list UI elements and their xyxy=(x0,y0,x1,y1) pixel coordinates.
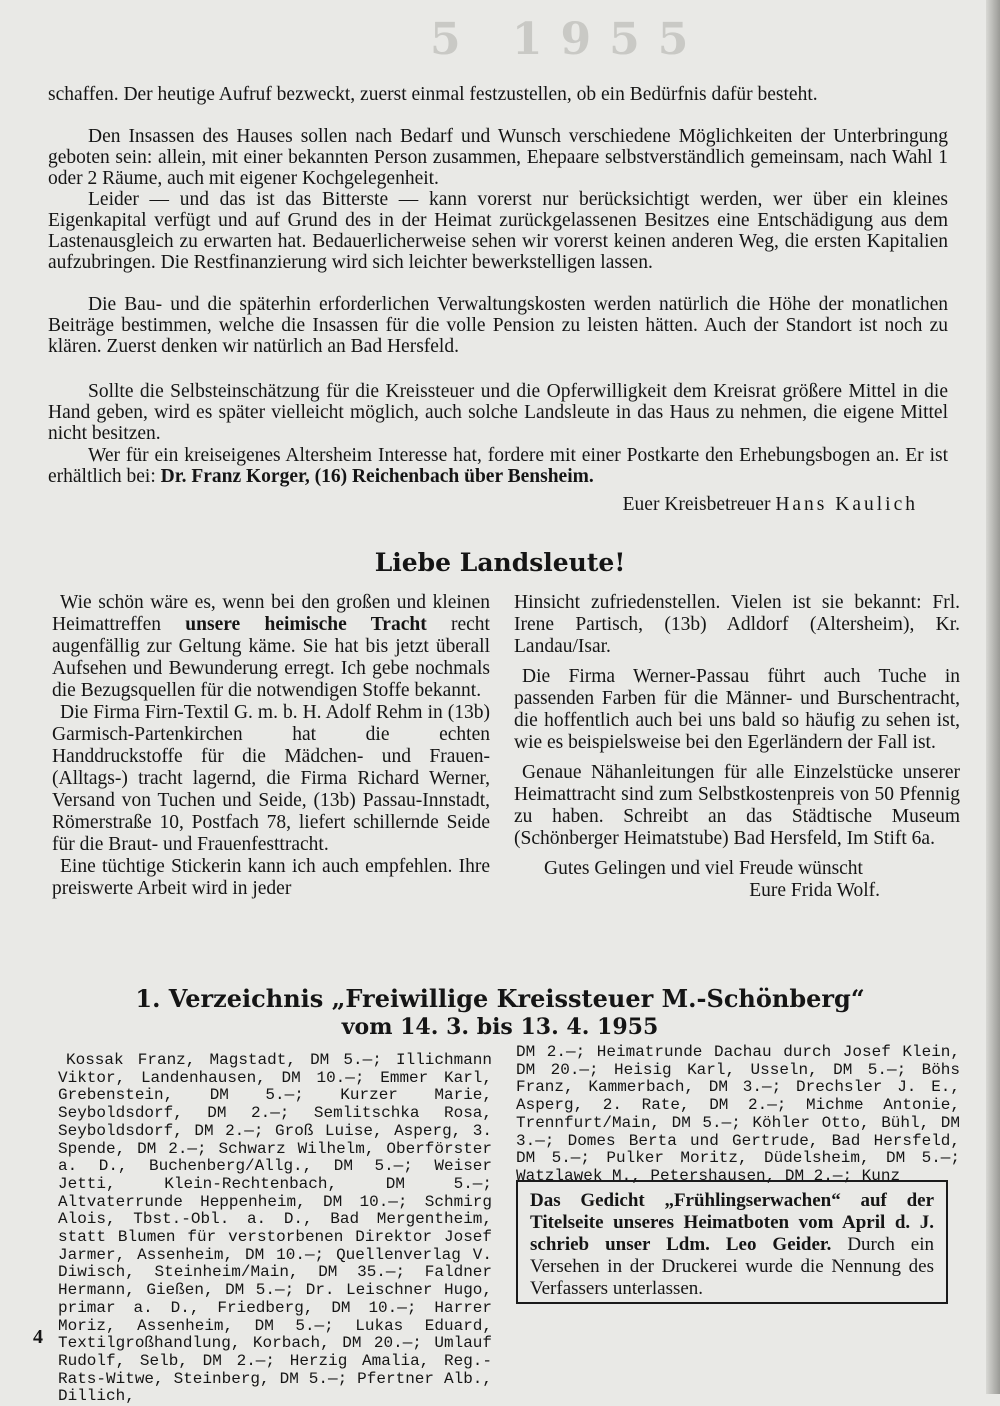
notice-box xyxy=(516,1180,948,1304)
landsleute-left-paragraph-3: Eine tüchtige Stickerin kann ich auch empfehlen. Ihre preiswerte Arbeit wird in jeder xyxy=(52,856,490,899)
signature-name: Hans Kaulich xyxy=(775,494,918,515)
landsleute-left-paragraph-2: Die Firma Firn-Textil G. m. b. H. Adolf Rehm in (13b) Garmisch-Partenkirchen hat die echten Handdruckstoffe für die Mädchen- und Frauen- (Alltags-) tracht lagernd, die Firma Richard Werner, Versand von Tuchen und Seide, (13b) Passau-Innstadt, Römerstraße 10, Postfach 78, liefert schillernde Seide für die Braut- und Frauenfesttracht. xyxy=(52,702,490,855)
landsleute-right-paragraph-1: Hinsicht zufriedenstellen. Vielen ist sie bekannt: Frl. Irene Partisch, (13b) Adldorf (Altersheim), Kr. Landau/Isar. xyxy=(514,592,960,657)
section-title-verzeichnis: 1. Verzeichnis „Freiwillige Kreissteuer M.-Schönberg“ xyxy=(135,984,865,1013)
left-p1-start: Wie schön wäre es, wenn bei den großen und kleinen Heimattreffen xyxy=(52,592,490,635)
donor-list-right: DM 2.—; Heimatrunde Dachau durch Josef Klein, DM 20.—; Heisig Karl, Usseln, DM 5.—; Böhs Franz, Kammerbach, DM 3.—; Drechsler J. E., Asperg, 2. Rate, DM 2.—; Michme Antonie, Trennfurt/Main, DM 5.—; Köhler Otto, Bühl, DM 3.—; Domes Berta und Gertrude, Bad Hersfeld, DM 5.—; Pulker Moritz, Düdelsheim, DM 5.—; Watzlawek M., Petershausen, DM 2.—; Kunz xyxy=(516,1043,960,1185)
bleed-through-watermark: 5 1955 xyxy=(430,14,707,65)
landsleute-right-paragraph-4: Gutes Gelingen und viel Freude wünscht xyxy=(544,858,863,879)
landsleute-left-column xyxy=(52,592,490,900)
intro-paragraph-6-text: Wer für ein kreiseigenes Altersheim Interesse hat, fordere mit einer Postkarte den Erhebungsbogen an. Er ist erhältlich bei: xyxy=(48,445,948,487)
landsleute-right-paragraph-2: Die Firma Werner-Passau führt auch Tuche in passenden Farben für die Männer- und Burschentracht, die hoffentlich auch bei uns bald so häufig zu sehen ist, wie es beispielsweise bei den Egerländern der Fall ist. xyxy=(514,666,960,753)
intro-paragraph-1: schaffen. Der heutige Aufruf bezweckt, zuerst einmal festzustellen, ob ein Bedürfnis dafür besteht. xyxy=(48,84,818,105)
left-p1-bold: unsere heimische Tracht xyxy=(185,614,427,635)
signature-prefix: Euer Kreisbetreuer xyxy=(622,494,776,515)
landsleute-right-column xyxy=(514,592,960,902)
intro-paragraph-5: Sollte die Selbsteinschätzung für die Kreissteuer und die Opferwilligkeit dem Kreisrat größere Mittel in die Hand geben, wird es später vielleicht möglich, auch solche Landsleute in das Haus zu nehmen, die eigene Mittel nicht besitzen. xyxy=(48,381,948,444)
page-number: 4 xyxy=(33,1326,43,1348)
intro-paragraph-3: Leider — und das ist das Bitterste — kann vorerst nur berücksichtigt werden, wer über ein kleines Eigenkapital verfügt und auf Grund des in der Heimat zurückgelassenen Besitzes eine Entschädigung aus dem Lastenausgleich zu erwarten hat. Bedauerlicherweise sehen wir vorerst keinen anderen Weg, die ersten Kapitalien aufzubringen. Die Restfinanzierung wird sich leichter bewerkstelligen lassen. xyxy=(48,189,948,273)
section-title-liebe-landsleute: Liebe Landsleute! xyxy=(374,548,626,577)
intro-signature xyxy=(48,494,918,515)
contact-address: Dr. Franz Korger, (16) Reichenbach über Bensheim. xyxy=(160,466,594,487)
notice-box-bold: Das Gedicht „Frühlingserwachen“ auf der Titelseite unseres Heimatboten vom April d. J. schrieb unser Ldm. Leo Geider. xyxy=(530,1190,934,1255)
landsleute-left-paragraph-1 xyxy=(52,592,490,702)
landsleute-right-paragraph-3: Genaue Nähanleitungen für alle Einzelstücke unserer Heimattracht sind zum Selbstkostenpreis von 50 Pfennig zu haben. Schreibt an das Städtische Museum (Schönberger Heimatstube) Bad Hersfeld, Im Stift 6a. xyxy=(514,762,960,849)
landsleute-signature: Eure Frida Wolf. xyxy=(749,880,880,901)
left-p1-end: recht augenfällig zur Geltung käme. Sie hat bis jetzt überall Aufsehen und Bewunderung erregt. Ich gebe nochmals die Bezugsquellen für die notwendigen Stoffe bekannt. xyxy=(52,614,490,701)
intro-paragraph-4: Die Bau- und die späterhin erforderlichen Verwaltungskosten werden natürlich die Höhe der monatlichen Beiträge bestimmen, welche die Insassen für die volle Pension zu leisten hätten. Auch der Standort ist noch zu klären. Zuerst denken wir natürlich an Bad Hersfeld. xyxy=(48,294,948,357)
donor-list-left: Kossak Franz, Magstadt, DM 5.—; Illichmann Viktor, Landenhausen, DM 10.—; Emmer Karl, Grebenstein, DM 5.—; Kurzer Marie, Seyboldsdorf, DM 2.—; Semlitschka Rosa, Seyboldsdorf, DM 2.—; Groß Luise, Asperg, 3. Spende, DM 2.—; Schwarz Wilhelm, Oberförster a. D., Buchenberg/Allg., DM 5.—; Weiser Jetti, Klein-Rechtenbach, DM 5.—; Altvaterrunde Heppenheim, DM 10.—; Schmirg Alois, Tbst.-Obl. a. D., Bad Mergentheim, statt Blumen für verstorbenen Direktor Josef Jarmer, Assenheim, DM 10.—; Quellenverlag V. Diwisch, Steinheim/Main, DM 35.—; Faldner Hermann, Gießen, DM 5.—; Dr. Leischner Hugo, primar a. D., Friedberg, DM 10.—; Harrer Moriz, Assenheim, DM 5.—; Lukas Eduard, Textilgroßhandlung, Korbach, DM 20.—; Umlauf Rudolf, Selb, DM 2.—; Herzig Amalia, Reg.-Rats-Witwe, Steinberg, DM 5.—; Pfertner Alb., Dillich, xyxy=(58,1051,492,1406)
section-subtitle-dates: vom 14. 3. bis 13. 4. 1955 xyxy=(341,1014,659,1040)
notice-box-text: Durch ein Versehen in der Druckerei wurde die Nennung des Verfassers unterlassen. xyxy=(530,1234,934,1299)
intro-paragraph-2: Den Insassen des Hauses sollen nach Bedarf und Wunsch verschiedene Möglichkeiten der Unterbringung geboten sein: allein, mit einer bekannten Person zusammen, Ehepaare selbstverständlich gemeinsam, nach Wahl 1 oder 2 Räume, auch mit eigener Kochgelegenheit. xyxy=(48,126,948,189)
page-edge-shadow xyxy=(986,0,1000,1394)
intro-paragraph-6 xyxy=(48,445,948,487)
